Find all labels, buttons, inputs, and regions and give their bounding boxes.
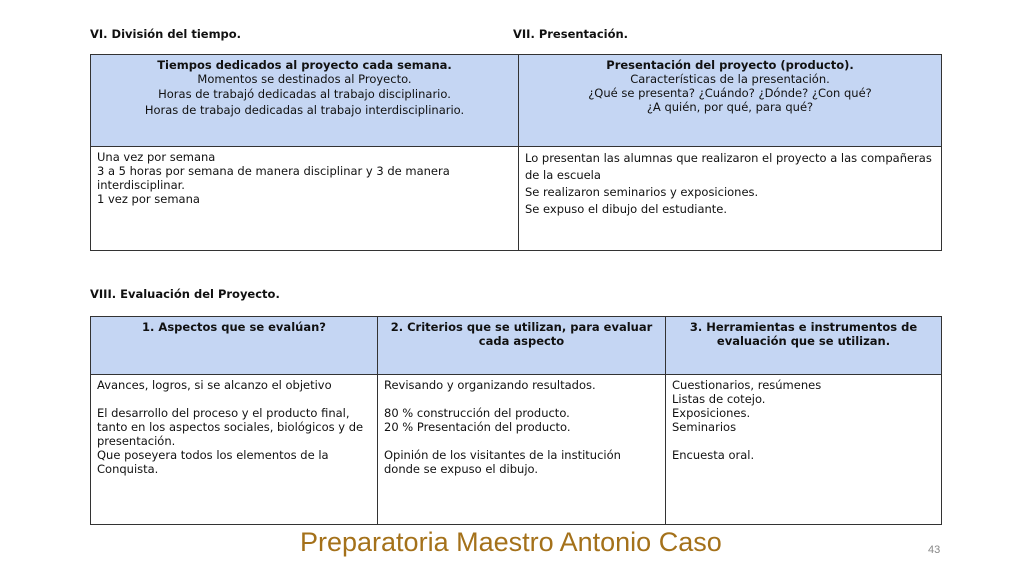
- time-header-title: Tiempos dedicados al proyecto cada semana.: [157, 58, 452, 72]
- eval-criteria-cell: [378, 375, 666, 525]
- presentation-header-title: Presentación del proyecto (producto).: [606, 58, 854, 72]
- presentation-header-line: ¿Qué se presenta? ¿Cuándo? ¿Dónde? ¿Con qué?: [588, 86, 872, 100]
- eval-tools-line: Encuesta oral.: [672, 448, 755, 462]
- section-vii-heading: VII. Presentación.: [513, 27, 629, 41]
- eval-aspects-cell: [91, 375, 378, 525]
- presentation-body-line: Se expuso el dibujo del estudiante.: [525, 202, 728, 216]
- time-header-line: Horas de trabajo dedicadas al trabajo interdisciplinario.: [144, 103, 465, 117]
- time-header-line: Horas de trabajó dedicadas al trabajo disciplinario.: [158, 87, 451, 101]
- blank-line: [672, 434, 935, 448]
- eval-header-tools: [666, 317, 942, 375]
- eval-header-label: 3. Herramientas e instrumentos de evaluación que se utilizan.: [689, 320, 918, 348]
- eval-criteria-line: 80 % construcción del producto.: [384, 406, 570, 420]
- section-vi-heading: VI. División del tiempo.: [90, 27, 242, 41]
- page-number: 43: [928, 544, 941, 556]
- blank-line: [384, 392, 659, 406]
- presentation-header-cell: [519, 55, 942, 147]
- time-body-line: 3 a 5 horas por semana de manera disciplinar y 3 de manera interdisciplinar.: [97, 164, 450, 192]
- presentation-header-line: ¿A quién, por qué, para qué?: [646, 100, 814, 114]
- presentation-body-line: Lo presentan las alumnas que realizaron el proyecto a las compañeras de la escuela: [525, 151, 932, 182]
- eval-criteria-line: Revisando y organizando resultados.: [384, 378, 596, 392]
- eval-criteria-line: 20 % Presentación del producto.: [384, 420, 571, 434]
- blank-line: [384, 434, 659, 448]
- time-header-cell: [91, 55, 519, 147]
- time-body-line: Una vez por semana: [97, 150, 216, 164]
- eval-criteria-line: Opinión de los visitantes de la institución donde se expuso el dibujo.: [384, 448, 621, 476]
- eval-tools-cell: [666, 375, 942, 525]
- evaluation-table: [90, 316, 942, 525]
- blank-line: [97, 392, 371, 406]
- eval-tools-line: Exposiciones.: [672, 406, 751, 420]
- time-body-cell: [91, 147, 519, 251]
- eval-header-criteria: [378, 317, 666, 375]
- footer-title: Preparatoria Maestro Antonio Caso: [300, 527, 722, 557]
- presentation-body-cell: [519, 147, 942, 251]
- eval-aspects-line: Avances, logros, si se alcanzo el objetivo: [97, 378, 332, 392]
- presentation-header-line: Características de la presentación.: [630, 72, 830, 86]
- eval-tools-line: Seminarios: [672, 420, 737, 434]
- eval-tools-line: Listas de cotejo.: [672, 392, 766, 406]
- eval-tools-line: Cuestionarios, resúmenes: [672, 378, 822, 392]
- section-viii-heading: VIII. Evaluación del Proyecto.: [90, 287, 280, 301]
- presentation-body-line: Se realizaron seminarios y exposiciones.: [525, 185, 759, 199]
- eval-aspects-line: Que poseyera todos los elementos de la Conquista.: [97, 448, 329, 476]
- time-body-line: 1 vez por semana: [97, 192, 200, 206]
- eval-aspects-line: El desarrollo del proceso y el producto final, tanto en los aspectos sociales, biológicos y de presentación.: [97, 406, 364, 448]
- eval-header-aspects: [91, 317, 378, 375]
- time-header-line: Momentos se destinados al Proyecto.: [197, 72, 412, 86]
- eval-header-label: 1. Aspectos que se evalúan?: [142, 320, 326, 334]
- eval-header-label: 2. Criterios que se utilizan, para evaluar cada aspecto: [390, 320, 653, 348]
- time-presentation-table: [90, 54, 942, 251]
